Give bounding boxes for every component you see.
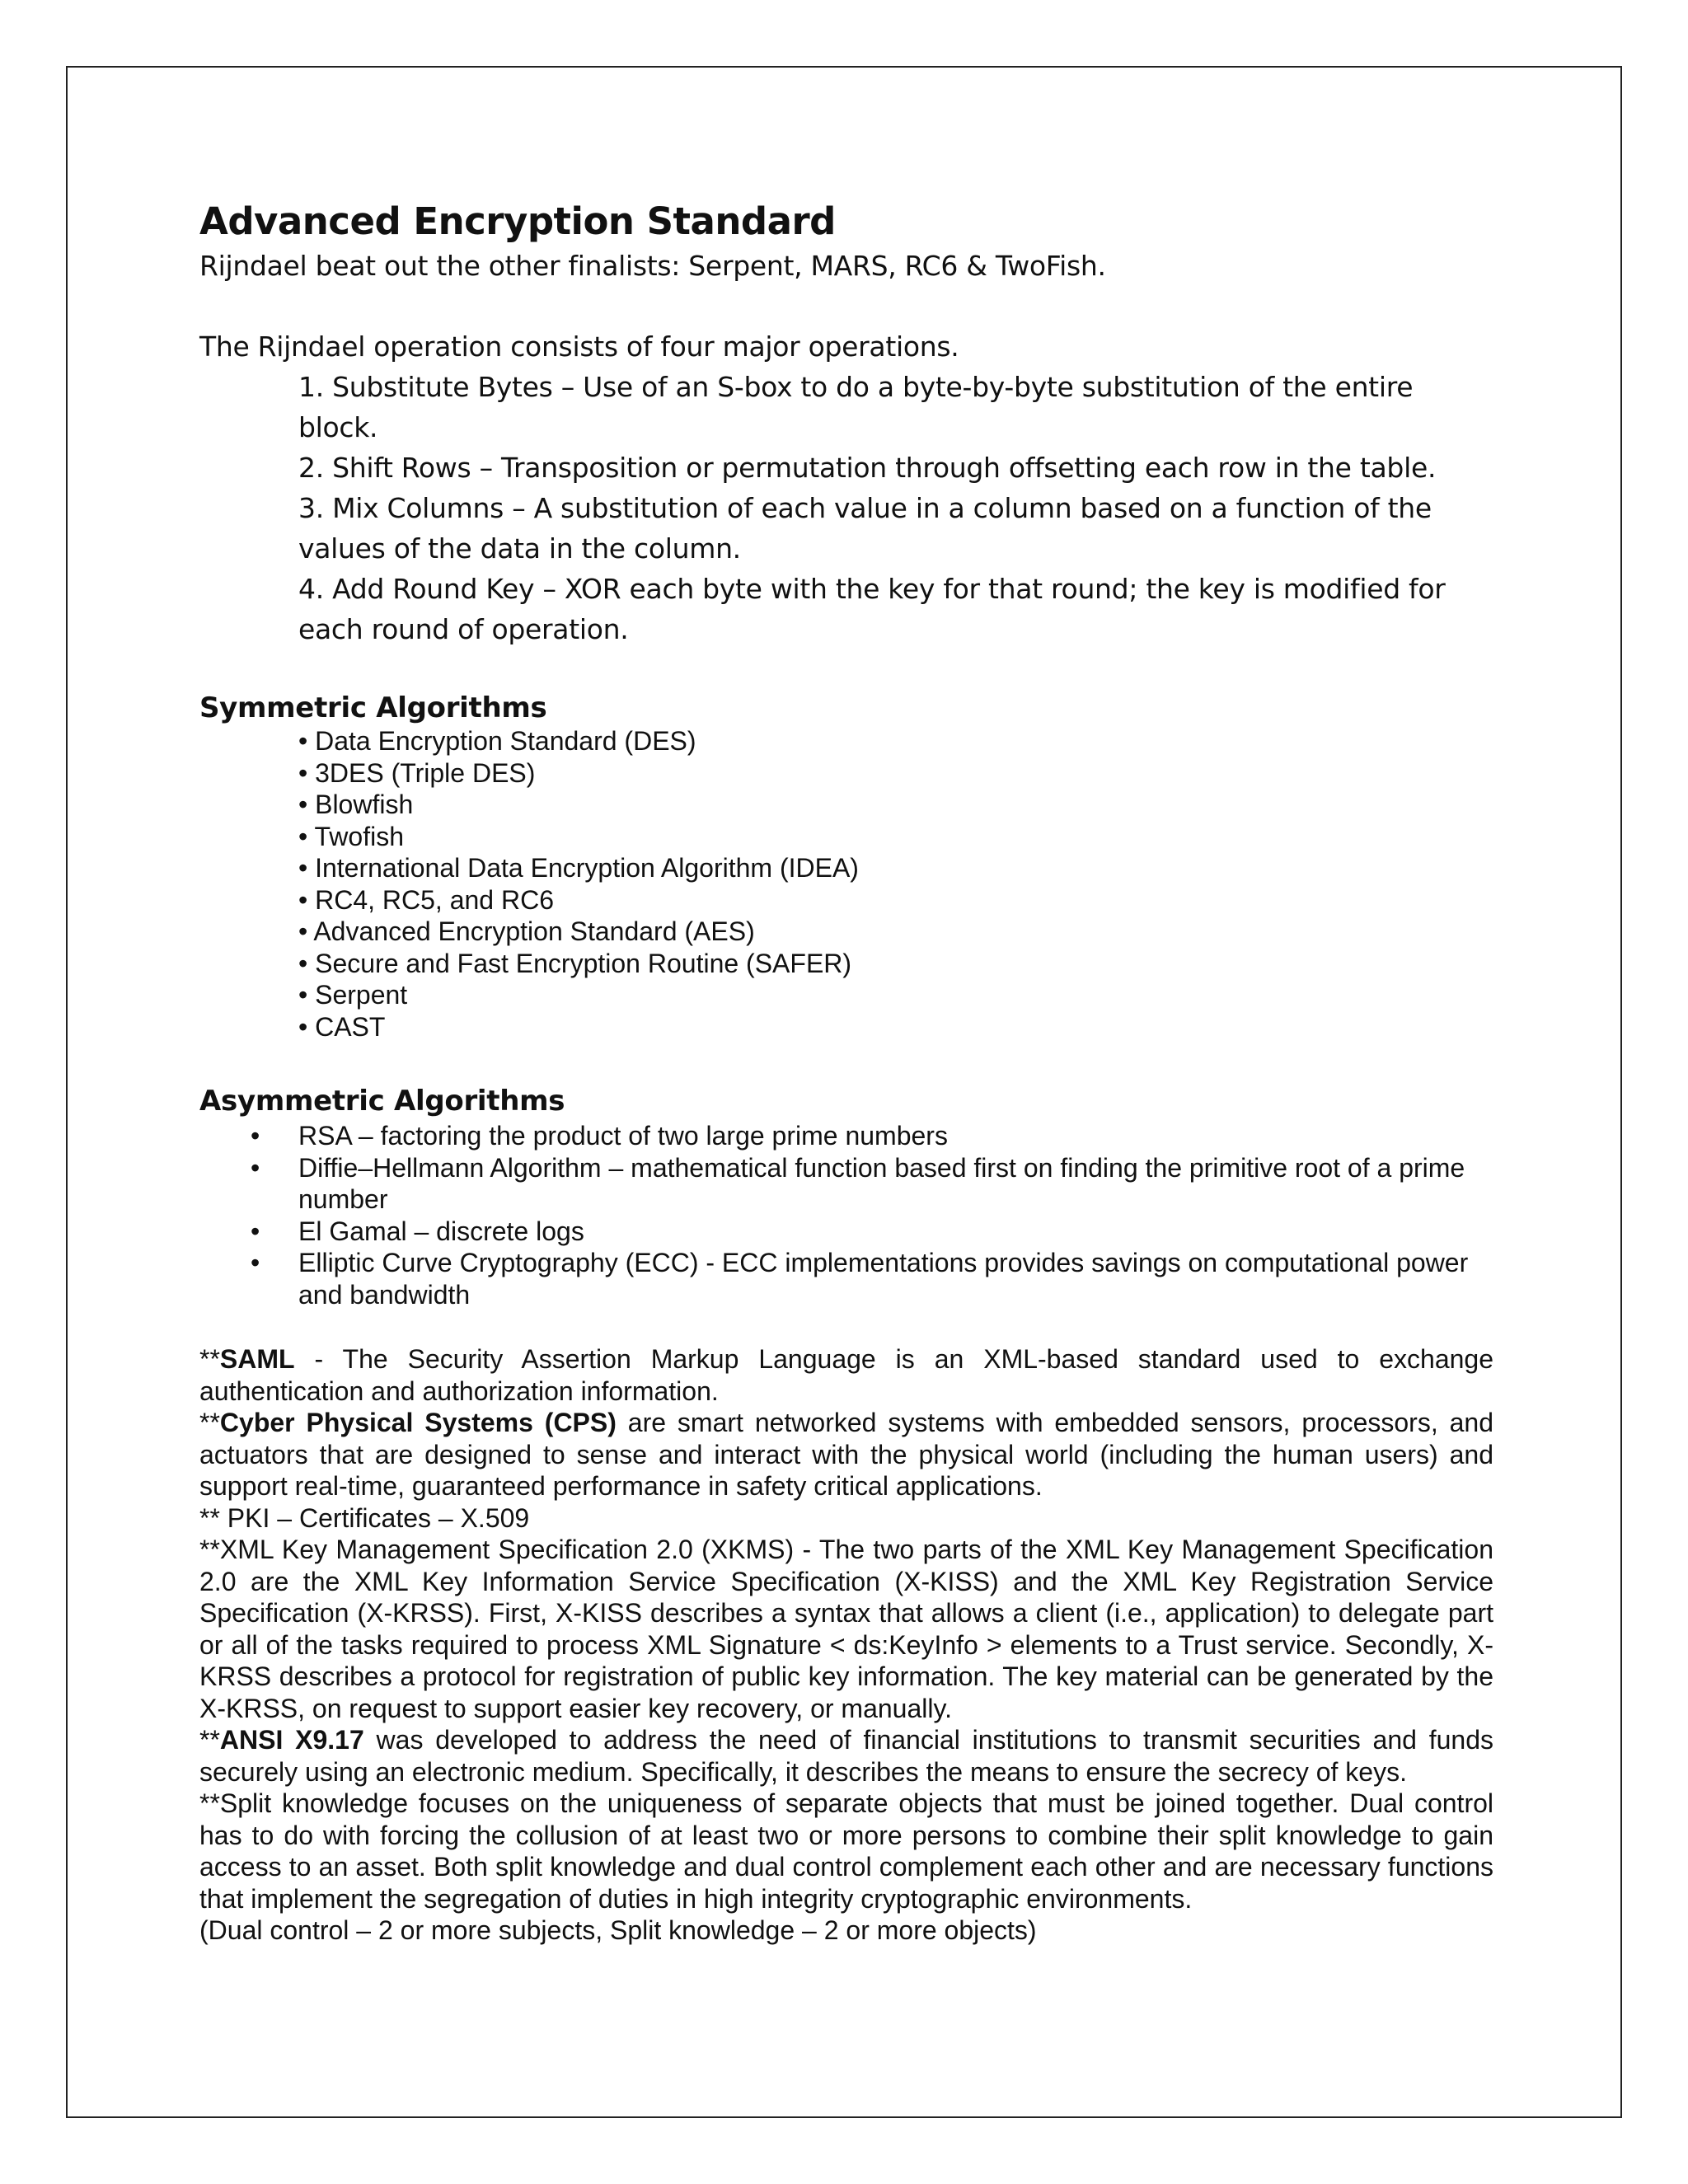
- list-item: • RC4, RC5, and RC6: [298, 884, 554, 915]
- operation-item: 4. Add Round Key – XOR each byte with the key for that round; the key is modified for each round of operation.: [298, 573, 1446, 645]
- list-item: • Blowfish: [298, 790, 414, 819]
- note-term: Cyber Physical Systems (CPS): [219, 1408, 617, 1437]
- saml-note: [199, 1343, 1493, 1407]
- document-content: [199, 198, 1493, 1947]
- operation-item: 2. Shift Rows – Transposition or permutation through offsetting each row in the table.: [298, 452, 1437, 484]
- list-item-text: El Gamal – discrete logs: [298, 1216, 584, 1246]
- subtitle: Rijndael beat out the other finalists: Serpent, MARS, RC6 & TwoFish.: [199, 250, 1106, 282]
- note-prefix: **: [199, 1725, 220, 1755]
- dual-control-note: (Dual control – 2 or more subjects, Split knowledge – 2 or more objects): [199, 1915, 1037, 1945]
- list-item: • Serpent: [298, 980, 408, 1010]
- list-item: • Data Encryption Standard (DES): [298, 726, 696, 756]
- operation-item: 3. Mix Columns – A substitution of each value in a column based on a function of the values of the data in the column.: [298, 492, 1432, 565]
- list-item: • International Data Encryption Algorithm (IDEA): [298, 853, 859, 883]
- bullet-icon: •: [251, 1248, 260, 1277]
- bullet-icon: •: [251, 1216, 260, 1246]
- operation-item: 1. Substitute Bytes – Use of an S-box to do a byte-by-byte substitution of the entire block.: [298, 371, 1414, 443]
- list-item: • Advanced Encryption Standard (AES): [298, 916, 755, 946]
- list-item: [251, 1152, 1493, 1216]
- bullet-icon: •: [251, 1152, 260, 1183]
- split-knowledge-note: **Split knowledge focuses on the uniqueness of separate objects that must be joined together. Dual control has to do with forcing the collusion of at least two or more persons to combine their split knowledge to gain access to an asset. Both split knowledge and dual control complement each other and are necessary functions that implement the segregation of duties in high integrity cryptographic environments.: [199, 1788, 1493, 1914]
- ansi-note: [199, 1724, 1493, 1788]
- note-prefix: **: [199, 1408, 220, 1437]
- asymmetric-list: [199, 1120, 1493, 1310]
- cps-note: [199, 1407, 1493, 1502]
- list-item: [251, 1120, 1493, 1152]
- list-item: • CAST: [298, 1011, 386, 1042]
- symmetric-heading: Symmetric Algorithms: [199, 691, 547, 724]
- list-item: [251, 1216, 1493, 1248]
- list-item: • Twofish: [298, 821, 404, 851]
- list-item: • Secure and Fast Encryption Routine (SAFER): [298, 948, 852, 978]
- operations-list: [199, 367, 1493, 649]
- note-text: was developed to address the need of financial institutions to transmit securities and funds securely using an electronic medium. Specifically, it describes the means to ensure the secrecy of keys.: [199, 1725, 1494, 1787]
- note-term: ANSI X9.17: [219, 1725, 364, 1755]
- page-title: Advanced Encryption Standard: [199, 199, 836, 243]
- list-item: • 3DES (Triple DES): [298, 757, 536, 788]
- symmetric-list: [199, 725, 1493, 1043]
- list-item-text: Elliptic Curve Cryptography (ECC) - ECC implementations provides savings on computational power and bandwidth: [298, 1248, 1469, 1310]
- list-item: [251, 1247, 1493, 1310]
- xkms-note: **XML Key Management Specification 2.0 (XKMS) - The two parts of the XML Key Management Specification 2.0 are the XML Key Information Service Specification (X-KISS) and the XML Key Registration Service Specification (X-KRSS). First, X-KISS describes a syntax that allows a client (i.e., application) to delegate part or all of the tasks required to process XML Signature < ds:KeyInfo > elements to a Trust service. Secondly, X-KRSS describes a protocol for registration of public key information. The key material can be generated by the X-KRSS, on request to support easier key recovery, or manually.: [199, 1535, 1493, 1723]
- asymmetric-heading: Asymmetric Algorithms: [199, 1085, 565, 1118]
- note-text: are smart networked systems with embedded sensors, processors, and actuators that are designed to sense and interact with the physical world (including the human users) and support real-time, guaranteed performance in safety critical applications.: [199, 1408, 1493, 1501]
- list-item-text: RSA – factoring the product of two large prime numbers: [298, 1121, 948, 1151]
- list-item-text: Diffie–Hellmann Algorithm – mathematical function based first on finding the primitive root of a prime number: [298, 1152, 1465, 1214]
- pki-note: ** PKI – Certificates – X.509: [199, 1502, 530, 1533]
- bullet-icon: •: [251, 1121, 260, 1151]
- note-prefix: **: [199, 1344, 220, 1374]
- note-text: - The Security Assertion Markup Language is an XML-based standard used to exchange authentication and authorization information.: [199, 1344, 1493, 1406]
- note-term: SAML: [219, 1344, 295, 1374]
- notes-section: [199, 1343, 1493, 1947]
- intro-text: The Rijndael operation consists of four major operations.: [199, 330, 959, 363]
